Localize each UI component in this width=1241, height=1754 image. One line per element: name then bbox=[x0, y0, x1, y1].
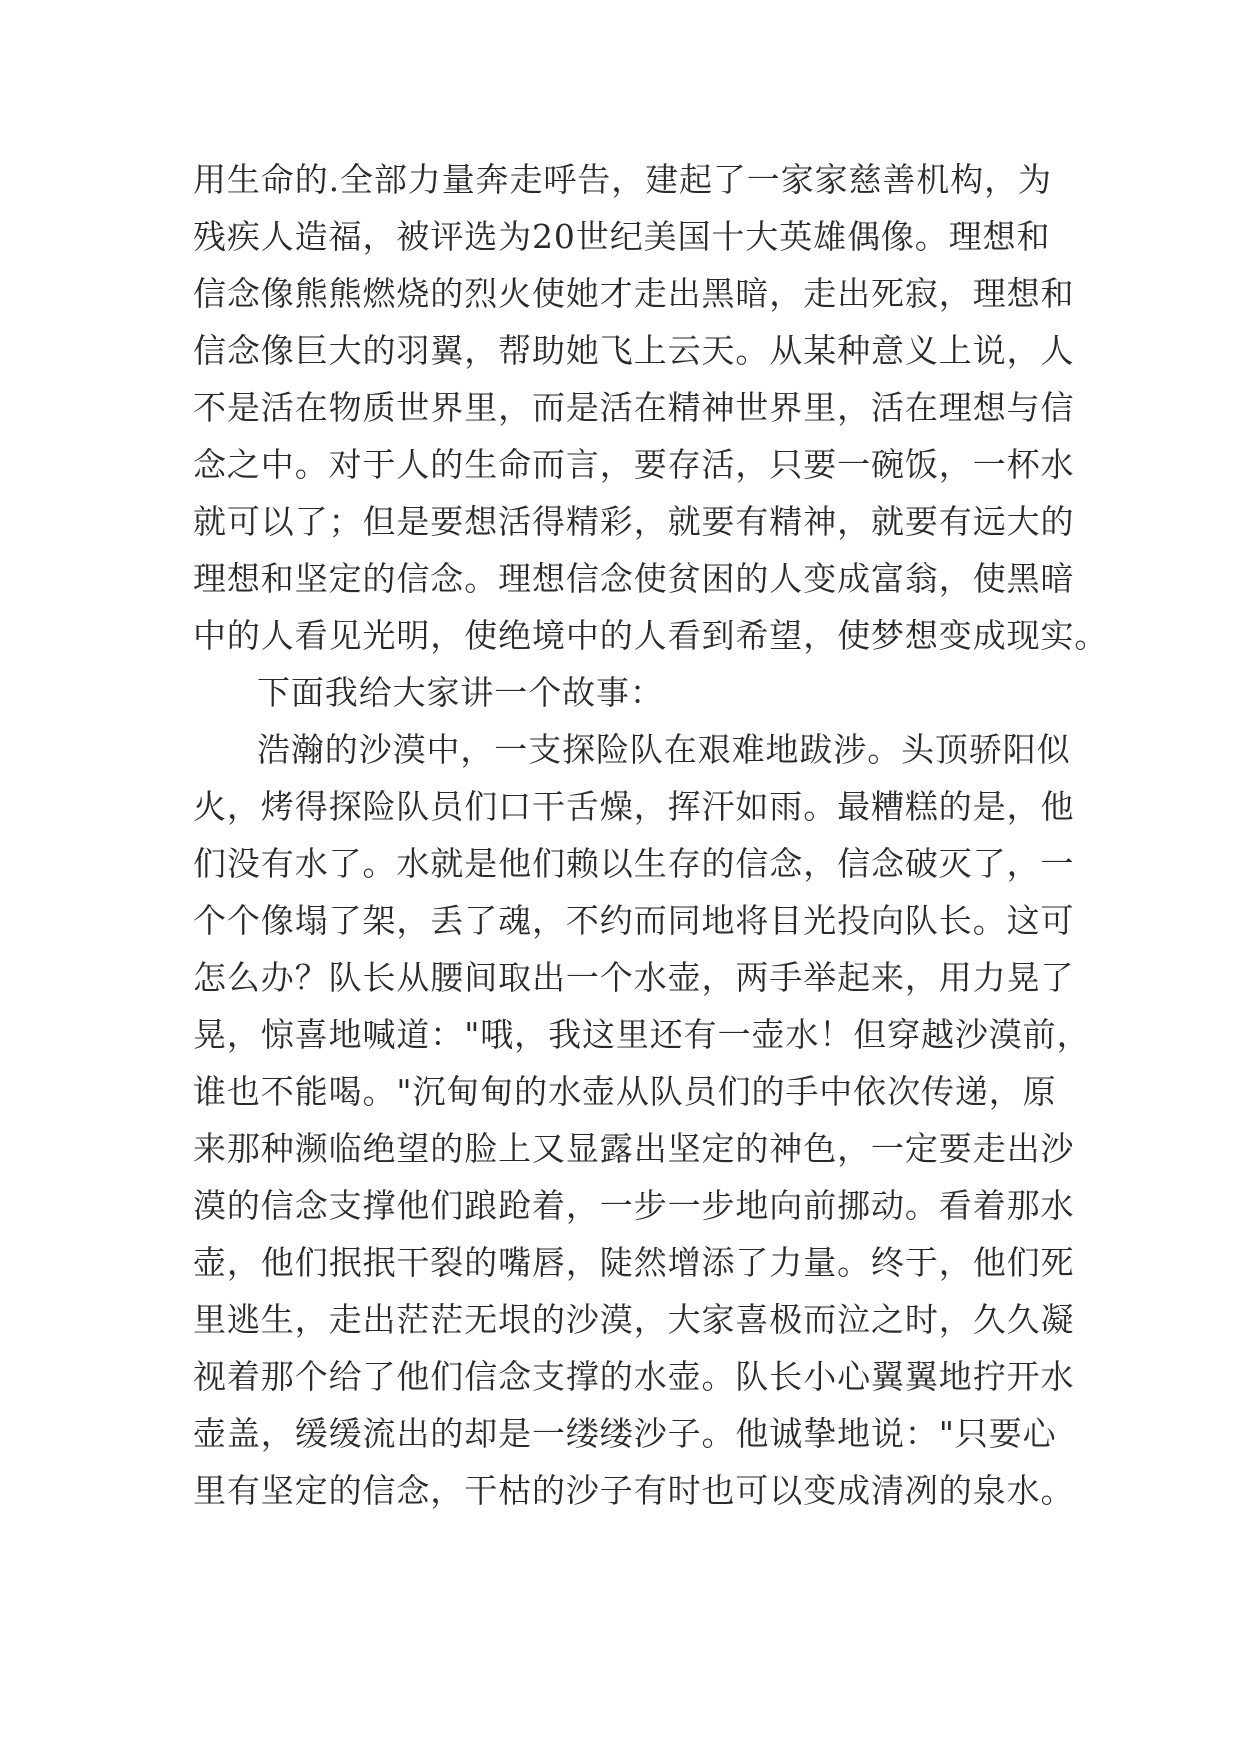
text-line-4: 信念像巨大的羽翼，帮助她飞上云天。从某种意义上说，人 bbox=[193, 331, 1075, 370]
text-line-12: 火，烤得探险队员们口干舌燥，挥汗如雨。最糟糕的是，他 bbox=[193, 787, 1075, 826]
text-line-8: 理想和坚定的信念。理想信念使贫困的人变成富翁，使黑暗 bbox=[193, 559, 1075, 598]
text-line-15: 怎么办？队长从腰间取出一个水壶，两手举起来，用力晃了 bbox=[193, 958, 1075, 997]
text-line-23: 壶盖，缓缓流出的却是一缕缕沙子。他诚挚地说："只要心 bbox=[193, 1414, 1057, 1453]
text-line-3: 信念像熊熊燃烧的烈火使她才走出黑暗，走出死寂，理想和 bbox=[193, 274, 1075, 313]
paragraph-intro: 下面我给大家讲一个故事： bbox=[257, 673, 664, 712]
text-line-9: 中的人看见光明，使绝境中的人看到希望，使梦想变成现实。 bbox=[193, 616, 1109, 655]
text-line-24: 里有坚定的信念，干枯的沙子有时也可以变成清冽的泉水。 bbox=[193, 1471, 1075, 1510]
text-line-13: 们没有水了。水就是他们赖以生存的信念，信念破灭了，一 bbox=[193, 844, 1075, 883]
text-line-17: 谁也不能喝。"沉甸甸的水壶从队员们的手中依次传递，原 bbox=[193, 1072, 1057, 1111]
text-line-20: 壶，他们抿抿干裂的嘴唇，陡然增添了力量。终于，他们死 bbox=[193, 1243, 1075, 1282]
text-line-16: 晃，惊喜地喊道："哦，我这里还有一壶水！但穿越沙漠前， bbox=[193, 1015, 1091, 1054]
text-line-1: 用生命的.全部力量奔走呼告，建起了一家家慈善机构，为 bbox=[193, 160, 1052, 199]
text-line-14: 个个像塌了架，丢了魂，不约而同地将目光投向队长。这可 bbox=[193, 901, 1075, 940]
text-line-7: 就可以了；但是要想活得精彩，就要有精神，就要有远大的 bbox=[193, 502, 1075, 541]
text-line-2: 残疾人造福，被评选为20世纪美国十大英雄偶像。理想和 bbox=[193, 217, 1051, 256]
text-line-19: 漠的信念支撑他们踉跄着，一步一步地向前挪动。看着那水 bbox=[193, 1186, 1075, 1225]
text-line-21: 里逃生，走出茫茫无垠的沙漠，大家喜极而泣之时，久久凝 bbox=[193, 1300, 1075, 1339]
text-line-18: 来那种濒临绝望的脸上又显露出坚定的神色，一定要走出沙 bbox=[193, 1129, 1075, 1168]
text-line-22: 视着那个给了他们信念支撑的水壶。队长小心翼翼地拧开水 bbox=[193, 1357, 1075, 1396]
text-line-5: 不是活在物质世界里，而是活在精神世界里，活在理想与信 bbox=[193, 388, 1075, 427]
text-line-11: 浩瀚的沙漠中，一支探险队在艰难地跋涉。头顶骄阳似 bbox=[257, 730, 1071, 769]
text-line-6: 念之中。对于人的生命而言，要存活，只要一碗饭，一杯水 bbox=[193, 445, 1075, 484]
